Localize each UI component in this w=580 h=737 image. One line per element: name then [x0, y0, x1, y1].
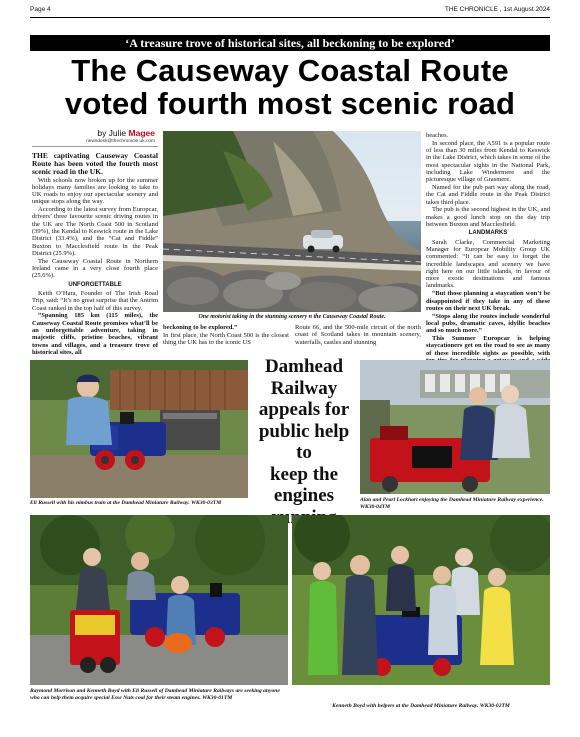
raymond-kenneth-photo — [30, 515, 288, 685]
article-paragraph: beaches. — [426, 132, 449, 139]
article-paragraph-bold: “Spanning 185 km (115 miles), the Causeway Coastal Route promises what’ll be an unforgettable adventure, taking in majestic cliffs, pristine beaches, vibrant towns and villages, and a treasure trove of historical sites, all — [32, 312, 158, 356]
article-paragraph-bold: “But those planning a staycation won’t be disappointed if they take in any of these routes on their next UK break. — [426, 290, 550, 312]
article-column-2 — [163, 324, 289, 347]
coastal-photo-caption: One motorist taking in the stunning scenery n the Causeway Coastal Route. — [198, 314, 386, 320]
article-paragraph: The pub is the second highest in the UK, and makes a good lunch stop on the day trip between Buxton and Macclesfield. — [426, 206, 550, 229]
byline-surname: Magee — [128, 128, 155, 138]
article-paragraph-bold: This Summer Europcar is helping staycationers get on the road to see as many of these incredible sights as possible, with — [426, 335, 550, 357]
byline — [40, 128, 155, 138]
page-number: Page 4 — [30, 6, 51, 13]
article-paragraph: Keith O’Hara, Founder of The Irish Road Trip, said: “It’s no great surprise that the Antrim Coast ranked in the top half of this survey. — [32, 289, 158, 312]
folio-rule — [30, 17, 550, 18]
alan-pearl-photo — [360, 360, 550, 494]
headline — [30, 54, 550, 120]
article-paragraph: In first place, the North Coast 500 is the closest thing the UK has to the iconic US — [163, 331, 289, 347]
railway-headline-line: public help to — [258, 420, 350, 463]
article-column-4 — [426, 132, 550, 379]
article-paragraph: With schools now broken up for the summer holidays many families are looking to take to UK roads to enjoy our spectacular scenery and unique stops along the way. — [32, 176, 158, 206]
byline-rule — [32, 146, 158, 147]
railway-headline — [252, 356, 356, 528]
alan-pearl-caption: Alan and Pearl Lockhart enjoying the Damhead Miniature Railway experience. WK30-04TM — [360, 497, 544, 510]
article-lead: THE captivating Causeway Coastal Route has been voted the fourth most scenic road in the UK. — [32, 151, 158, 176]
masthead-date: THE CHRONICLE , 1st August 2024 — [444, 6, 550, 13]
eli-photo-caption: Eli Russell with his nimbus train at the Damhead Miniature Railway. WK30-03TM — [30, 500, 222, 506]
article-paragraph: According to the latest survey from Europcar, drivers’ three favourite scenic driving routes in the UK are The North Coast 500 in Scotland (39%), the Kendal to Keswick route in the Lake District (33.4%), and the “Cat and Fiddle” Buxton to Macclesfield route in the Peak District (25.9%). — [32, 206, 158, 257]
railway-headline-line: appeals for — [258, 399, 350, 420]
subheading-unforgettable: UNFORGETTABLE — [68, 281, 122, 288]
article-paragraph: The Causeway Coastal Route in Northern Ireland came in a very close fourth place (25.6%). — [32, 257, 158, 280]
article-paragraph: Sarah Clarke, Commercial Marketing Manager for Europcar Mobility Group UK commented: “It can be easy to forget the incredible landscapes and scenery we have right here on our little islands, in favour of more exotic destinations and famous landmarks. — [426, 238, 550, 290]
article-paragraph-bold: “Stops along the routes include wonderful local pubs, dramatic caves, idyllic beaches and so much more.” — [426, 312, 550, 335]
folio — [30, 6, 550, 16]
kenneth-helpers-photo — [292, 515, 550, 685]
eli-train-photo — [30, 360, 248, 498]
kenneth-helpers-caption: Kenneth Boyd with helpers at the Damhead Miniature Railway. WK30-02TM — [332, 703, 510, 709]
coastal-road-photo — [163, 131, 421, 312]
byline-prefix: by Julie — [97, 128, 129, 138]
article-column-1 — [32, 152, 158, 357]
article-paragraph: Named for the pub part way along the road, the Cat and Fiddle route in the Peak District takes third place. — [426, 184, 550, 206]
byline-email[interactable]: newsdesk@thechronicle.uk.com — [86, 139, 155, 144]
article-paragraph-bold: beckoning to be explored.” — [163, 324, 238, 331]
railway-headline-line: Railway — [270, 377, 338, 399]
article-paragraph: Route 66, and the 500-mile circuit of the north coast of Scotland takes in mountain scenery, waterfalls, castles and stunning — [295, 324, 421, 346]
headline-line-2: voted fourth most scenic road — [64, 86, 516, 121]
article-column-3 — [295, 324, 421, 347]
railway-headline-line: keep the — [269, 463, 339, 485]
article-lower-columns — [163, 324, 421, 347]
railway-headline-line: Damhead — [264, 356, 344, 377]
headline-line-1: The Causeway Coastal Route — [71, 53, 509, 88]
pull-quote-banner: ‘A treasure trove of historical sites, all beckoning to be explored’ — [30, 35, 550, 51]
raymond-kenneth-caption: Raymond Morrison and Kenneth Boyd with Eli Russell of Damhead Miniature Railways are seeking anyone who can help them acquire special Esse Nuts coal for their steam engines. WK30-01TM — [30, 688, 280, 701]
article-paragraph: In second place, the A591 is a popular route of less than 30 miles from Kendal to Keswick in the Lake District, which takes in some of the most spectacular sights in the National Park, including Lake Windermere and the picturesque village of Grasmere. — [426, 139, 550, 184]
railway-headline-line: engines — [273, 485, 335, 506]
subheading-landmarks: LANDMARKS — [468, 230, 508, 237]
